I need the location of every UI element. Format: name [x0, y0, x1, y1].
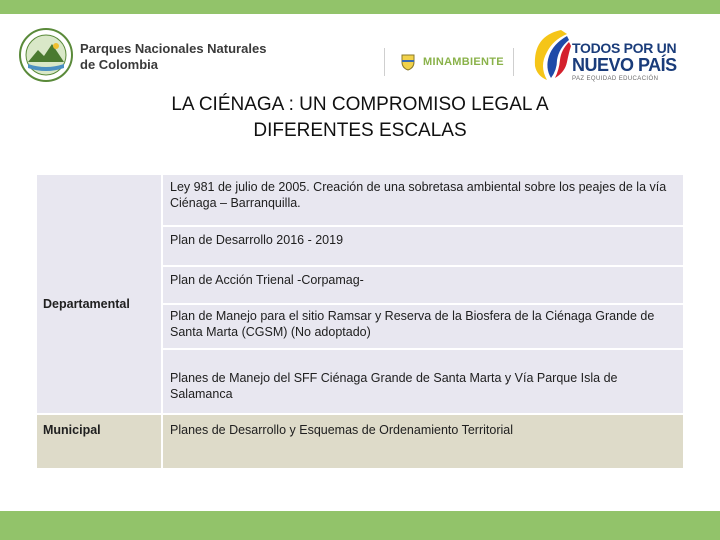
table-row: [163, 267, 683, 303]
colombia-shield-icon: [399, 53, 417, 71]
minambiente-text: MINAMBIENTE: [423, 56, 504, 68]
bottom-accent-bar: [0, 511, 720, 540]
table-row: [163, 227, 683, 265]
top-accent-bar: [0, 0, 720, 14]
slide-title: [0, 92, 720, 144]
slide-title-line-2: DIFERENTES ESCALAS: [253, 120, 467, 141]
table-row: [163, 305, 683, 348]
tricolor-ribbon-icon: [527, 26, 571, 82]
departamental-label-cell: [37, 175, 161, 413]
pnn-name: [80, 41, 266, 73]
tpnp-line-1: TODOS POR UN: [572, 40, 677, 56]
table-row: [163, 350, 683, 413]
scales-table: [37, 175, 683, 468]
municipal-label-cell: [37, 415, 161, 468]
pnn-line-2: de Colombia: [80, 57, 159, 72]
departamental-item-2: Plan de Desarrollo 2016 - 2019: [170, 233, 344, 247]
minambiente-logo: [384, 48, 514, 76]
tpnp-line-2: NUEVO PAÍS: [572, 55, 677, 75]
departamental-item-4: Plan de Manejo para el sitio Ramsar y Reserva de la Biosfera de la Ciénaga Grande de Santa Marta (CGSM) (No adoptado): [170, 309, 655, 339]
departamental-item-3: Plan de Acción Trienal -Corpamag-: [170, 273, 364, 287]
pnn-line-1: Parques Nacionales Naturales: [80, 41, 267, 56]
municipal-label: Municipal: [43, 423, 101, 437]
departamental-item-1: Ley 981 de julio de 2005. Creación de una sobretasa ambiental sobre los peajes de la vía Ciénaga – Barranquilla.: [170, 180, 667, 210]
departamental-label: Departamental: [43, 297, 130, 311]
pnn-seal-icon: [18, 26, 74, 84]
table-row: [163, 415, 683, 468]
departamental-item-5: Planes de Manejo del SFF Ciénaga Grande de Santa Marta y Vía Parque Isla de Salamanca: [170, 371, 618, 401]
municipal-item: Planes de Desarrollo y Esquemas de Ordenamiento Territorial: [170, 423, 513, 437]
table-row: [163, 175, 683, 225]
tpnp-line-3: PAZ EQUIDAD EDUCACIÓN: [572, 76, 659, 82]
slide-title-line-1: LA CIÉNAGA : UN COMPROMISO LEGAL A: [171, 94, 549, 115]
